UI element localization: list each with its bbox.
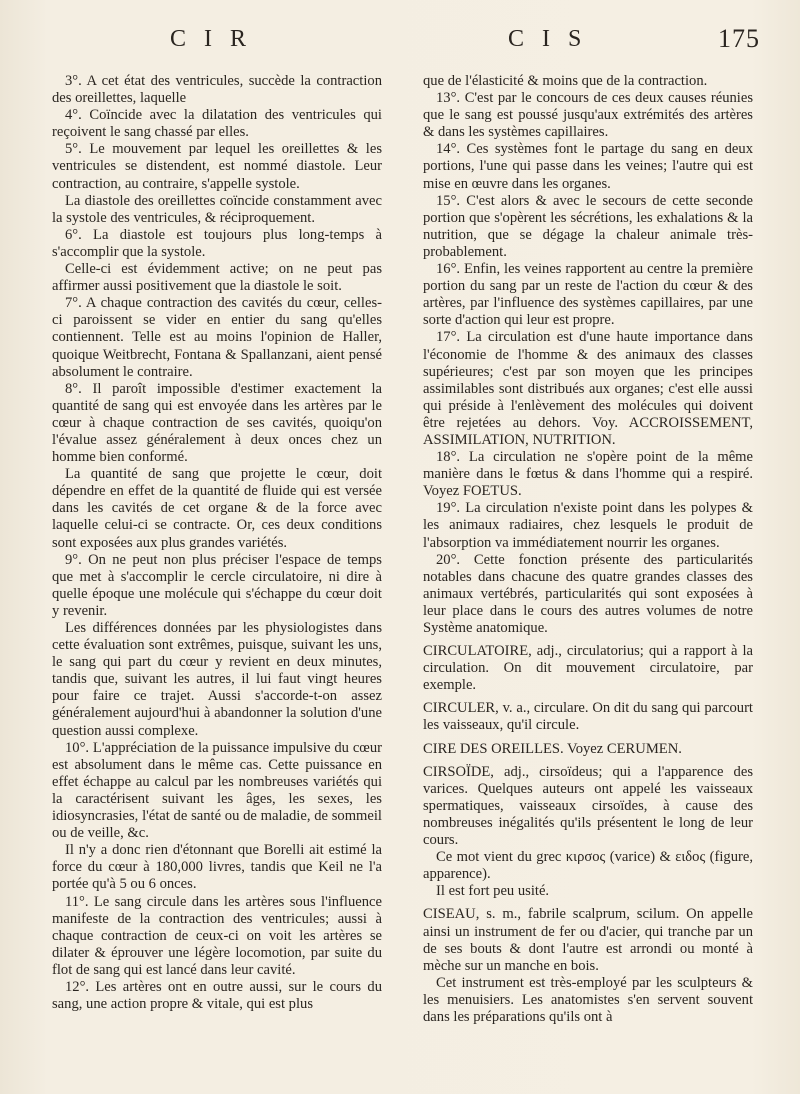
paragraph: 7°. A chaque contraction des cavités du cœur, celles-ci paroissent se vider en entier du sang qu'elles contiennent. Telle est au moins l'opinion de Haller, quoique Weitbrecht, Fontana & Spallanzani, aient pensé absolument le contraire. — [52, 295, 382, 380]
running-header — [40, 22, 760, 62]
paragraph: Ce mot vient du grec κιρσος (varice) & ειδος (figure, apparence). — [423, 849, 753, 883]
paragraph: 5°. Le mouvement par lequel les oreillettes & les ventricules se distendent, est nommé diastole. Leur contraction, au contraire, s'appelle systole. — [52, 141, 382, 192]
paragraph: que de l'élasticité & moins que de la contraction. — [423, 73, 708, 89]
paragraph: La diastole des oreillettes coïncide constamment avec la systole des ventricules, & réciproquement. — [52, 192, 382, 226]
dictionary-entry: CIRCULATOIRE, adj., circulatorius; qui a rapport à la circulation. On dit mouvement circulatoire, par exemple. — [423, 643, 753, 694]
paragraph: Il est fort peu usité. — [436, 883, 550, 900]
page-number: 175 — [718, 24, 760, 53]
paragraph: 8°. Il paroît impossible d'estimer exactement la quantité de sang qui est envoyée dans les artères par le cœur à chaque contraction de ses cavités, quoiqu'on l'évalue assez généralement à deux onces chez un homme bien conformé. — [52, 380, 382, 466]
dictionary-entry: CIRE DES OREILLES. Voyez CERUMEN. — [423, 740, 682, 757]
paragraph: 11°. Le sang circule dans les artères sous l'influence manifeste de la contraction des ventricules; aussi à chaque contraction de ceux-ci on voit les artères se dilater & éprouver une légère locomotion, par suite du flot de sang qui est lancé dans leur cavité. — [52, 893, 382, 978]
paragraph: 18°. La circulation ne s'opère point de la même manière dans le fœtus & dans l'homme qui a respiré. Voyez FOETUS. — [423, 449, 753, 500]
paragraph: Les différences données par les physiologistes dans cette évaluation sont extrêmes, puisque, suivant les uns, le sang qui part du cœur y revient en deux minutes, tandis que, suivant les autres, il lui faut vingt heures pour faire ce trajet. Aussi s'accorde-t-on assez généralement aujourd'hui à abandonner la solution d'une question aussi complexe. — [52, 620, 382, 739]
dictionary-entry: CIRSOÏDE, adj., cirsoïdeus; qui a l'apparence des varices. Quelques auteurs ont appelé les vaisseaux spermatiques, vaisseaux cirsoïdes, à cause des nombreuses inégalités qu'ils présentent le long de leur cours. — [423, 763, 753, 849]
dictionary-entry: CIRCULER, v. a., circulare. On dit du sang qui parcourt les vaisseaux, qu'il circule. — [423, 700, 753, 734]
paragraph: Celle-ci est évidemment active; on ne peut pas affirmer aussi positivement que la diastole le soit. — [52, 261, 382, 295]
paragraph: 6°. La diastole est toujours plus long-temps à s'accomplir que la systole. — [52, 226, 382, 260]
paragraph: 15°. C'est alors & avec le secours de cette seconde portion que s'opèrent les sécrétions, les exhalations & la nutrition, que se dégage la chaleur animale très-probablement. — [423, 192, 753, 260]
paragraph: 17°. La circulation est d'une haute importance dans l'économie de l'homme & des animaux des classes supérieures; c'est par son moyen que les principes assimilables sont distribués aux organes; c'est elle aussi qui préside à l'enlèvement des molécules qui doivent être rejetées au dehors. Voy. ACCROISSEMENT, ASSIMILATION, NUTRITION. — [423, 329, 753, 448]
paragraph: Il n'y a donc rien d'étonnant que Borelli ait estimé la force du cœur à 180,000 livres, tandis que Keil ne l'a portée qu'à 5 ou 6 onces. — [52, 842, 382, 893]
paragraph: 3°. A cet état des ventricules, succède la contraction des oreillettes, laquelle — [52, 73, 382, 107]
paragraph: 20°. Cette fonction présente des particularités notables dans chacune des quatre grandes classes des animaux vertébrés, particularités qui sont exposées à leur place dans le cours des autres volumes de notre Système anatomique. — [423, 551, 753, 636]
right-column — [423, 73, 753, 1026]
paragraph: Cet instrument est très-employé par les sculpteurs & les menuisiers. Les anatomistes s'en servent souvent dans les préparations qu'ils ont à — [423, 974, 753, 1025]
running-head-center: C I S — [508, 26, 588, 52]
paragraph: 14°. Ces systèmes font le partage du sang en deux portions, l'une qui passe dans les veines; l'autre qui est mise en œuvre dans les organes. — [423, 141, 753, 192]
running-head-left: C I R — [170, 26, 253, 52]
paragraph: 12°. Les artères ont en outre aussi, sur le cours du sang, une action propre & vitale, qui est plus — [52, 978, 382, 1013]
paragraph: 13°. C'est par le concours de ces deux causes réunies que le sang est poussé jusqu'aux extrémités des artères & dans les systèmes capillaires. — [423, 90, 753, 141]
paragraph: 10°. L'appréciation de la puissance impulsive du cœur est absolument dans le même cas. Cette puissance en effet échappe au calcul par les nombreuses variétés qui la caractérisent suivant les âges, les sexes, les idiosyncrasies, l'état de santé ou de maladie, de sommeil ou de veille, &c. — [52, 739, 382, 842]
paragraph: 19°. La circulation n'existe point dans les polypes & les animaux radiaires, chez lesquels le produit de l'absorption va immédiatement nourrir les organes. — [423, 500, 753, 551]
paragraph: 16°. Enfin, les veines rapportent au centre la première portion du sang par un reste de l'action du cœur & des artères, par l'influence des systèmes capillaires, par une sorte d'action qui leur est propre. — [423, 261, 753, 329]
paragraph: 4°. Coïncide avec la dilatation des ventricules qui reçoivent le sang chassé par elles. — [52, 107, 382, 141]
left-column — [52, 73, 382, 1013]
paragraph: La quantité de sang que projette le cœur, doit dépendre en effet de la quantité de fluide qui est versée dans les cavités de cet organe & de la force avec laquelle celui-ci se contracte. Or, ces deux conditions sont exposées aux plus grandes variétés. — [52, 466, 382, 551]
dictionary-entry: CISEAU, s. m., fabrile scalprum, scilum. On appelle ainsi un instrument de fer ou d'acier, qui tranche par un de ses bouts & dont l'autre est arrondi ou monté à mèche sur un manche en bois. — [423, 906, 753, 974]
paragraph: 9°. On ne peut non plus préciser l'espace de temps que met à s'accomplir le cercle circulatoire, ni dire à quelle époque une molécule qui s'échappe du cœur doit y revenir. — [52, 551, 382, 619]
